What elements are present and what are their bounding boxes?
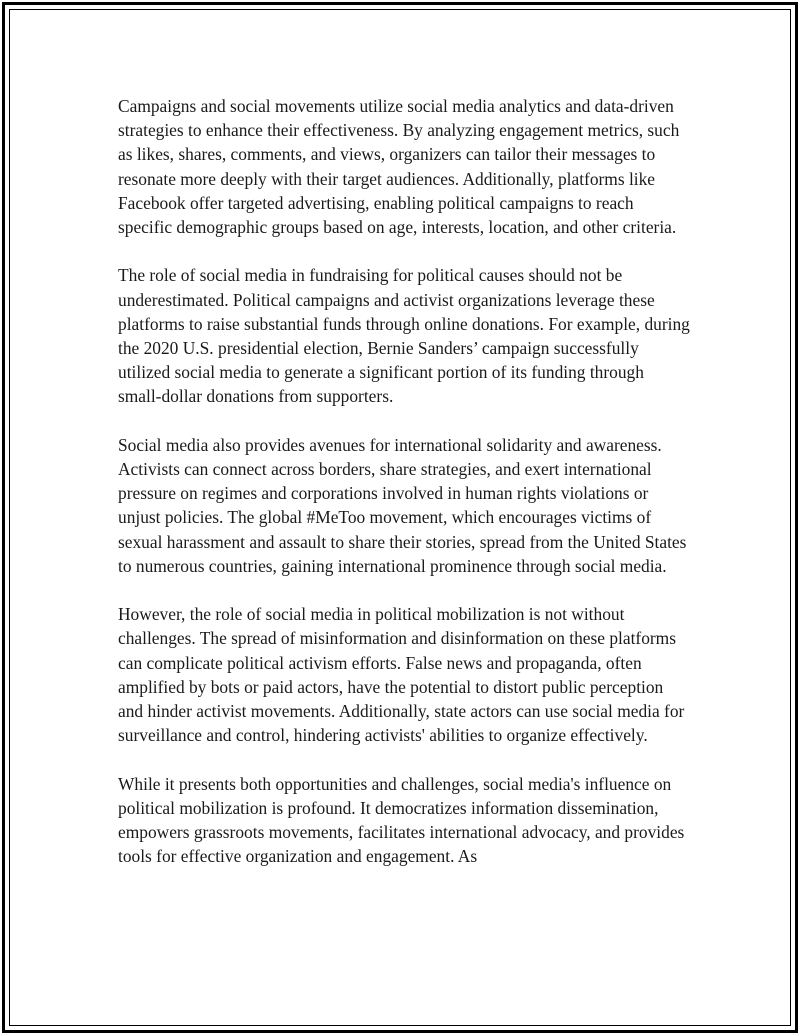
paragraph-conclusion: While it presents both opportunities and challenges, social media's influence on political mobilization is profound. It democratizes information dissemination, empowers grassroots movements, facilitates international advocacy, and provides tools for effective organization and engagement. As [118, 773, 685, 867]
document-body [118, 94, 690, 893]
paragraph-challenges: However, the role of social media in political mobilization is not without challenges. The spread of misinformation and disinformation on these platforms can complicate political activism efforts. False news and propaganda, often amplified by bots or paid actors, have the potential to distort public perception and hinder activist movements. Additionally, state actors can use social media for surveillance and control, hindering activists' abilities to organize effectively. [118, 604, 685, 746]
paragraph-international-solidarity: Social media also provides avenues for international solidarity and awareness. Activists can connect across borders, share strategies, and exert international pressure on regimes and corporations involved in human rights violations or unjust policies. The global #MeToo movement, which encourages victims of sexual harassment and assault to share their stories, spread from the United States to numerous countries, gaining international prominence through social media. [118, 434, 687, 576]
paragraph-fundraising: The role of social media in fundraising for political causes should not be underestimated. Political campaigns and activist organizations leverage these platforms to raise substantial funds through online donations. For example, during the 2020 U.S. presidential election, Bernie Sanders’ campaign successfully utilized social media to generate a significant portion of its funding through small-dollar donations from supporters. [118, 265, 690, 407]
paragraph-analytics: Campaigns and social movements utilize social media analytics and data-driven strategies to enhance their effectiveness. By analyzing engagement metrics, such as likes, shares, comments, and views, organizers can tailor their messages to resonate more deeply with their target audiences. Additionally, platforms like Facebook offer targeted advertising, enabling political campaigns to reach specific demographic groups based on age, interests, location, and other criteria. [118, 96, 680, 238]
